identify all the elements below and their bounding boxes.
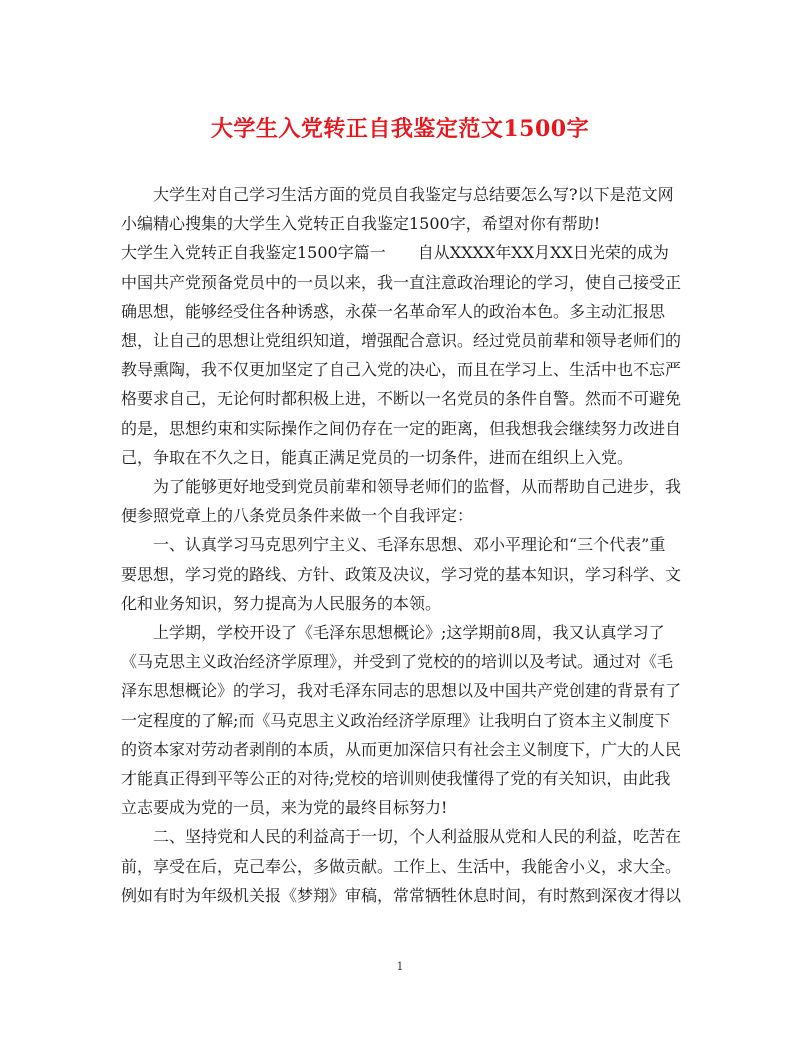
document-title: 大学生入党转正自我鉴定范文1500字 [210, 116, 590, 142]
paragraph-article-one: 大学生入党转正自我鉴定1500字篇一 自从XXXX年XX月XX日光荣的成为中国共产党预备党员中的一员以来，我一直注意政治理论的学习，使自己接受正确思想，能够经受住各种诱惑，永葆一名革命军人的政治本色。多主动汇报思想，让自己的思想让党组织知道，增强配合意识。经过党员前辈和领导老师们的教导熏陶，我不仅更加坚定了自己入党的决心，而且在学习上、生活中也不忘严格要求自己，无论何时都积极上进，不断以一名党员的条件自警。然而不可避免的是，思想约束和实际操作之间仍存在一定的距离，但我想我会继续努力改进自己，争取在不久之日，能真正满足党员的一切条件，进而在组织上入党。 [121, 243, 682, 467]
paragraph-self-evaluation: 为了能够更好地受到党员前辈和领导老师们的监督，从而帮助自己进步，我便参照党章上的八条党员条件来做一个自我评定： [121, 477, 682, 526]
document-body [121, 180, 681, 910]
page-number: 1 [396, 960, 404, 973]
paragraph-intro: 大学生对自己学习生活方面的党员自我鉴定与总结要怎么写?以下是范文网小编精心搜集的大学生入党转正自我鉴定1500字，希望对你有帮助! [121, 185, 674, 234]
paragraph-point-one: 一、认真学习马克思列宁主义、毛泽东思想、邓小平理论和“三个代表”重要思想，学习党的路线、方针、政策及决议，学习党的基本知识，学习科学、文化和业务知识，努力提高为人民服务的本领。 [121, 535, 682, 613]
paragraph-study: 上学期，学校开设了《毛泽东思想概论》;这学期前8周，我又认真学习了《马克思主义政治经济学原理》，并受到了党校的的培训以及考试。通过对《毛泽东思想概论》的学习，我对毛泽东同志的思想以及中国共产党创建的背景有了一定程度的了解;而《马克思主义政治经济学原理》让我明白了资本主义制度下的资本家对劳动者剥削的本质，从而更加深信只有社会主义制度下，广大的人民才能真正得到平等公正的对待;党校的培训则使我懂得了党的有关知识，由此我立志要成为党的一员，来为党的最终目标努力! [121, 623, 682, 818]
paragraph-point-two: 二、坚持党和人民的利益高于一切，个人利益服从党和人民的利益，吃苦在前，享受在后，克己奉公，多做贡献。工作上、生活中，我能舍小义，求大全。例如有时为年级机关报《梦翔》审稿，常常牺牲休息时间，有时熬到深夜才得以 [121, 827, 682, 905]
